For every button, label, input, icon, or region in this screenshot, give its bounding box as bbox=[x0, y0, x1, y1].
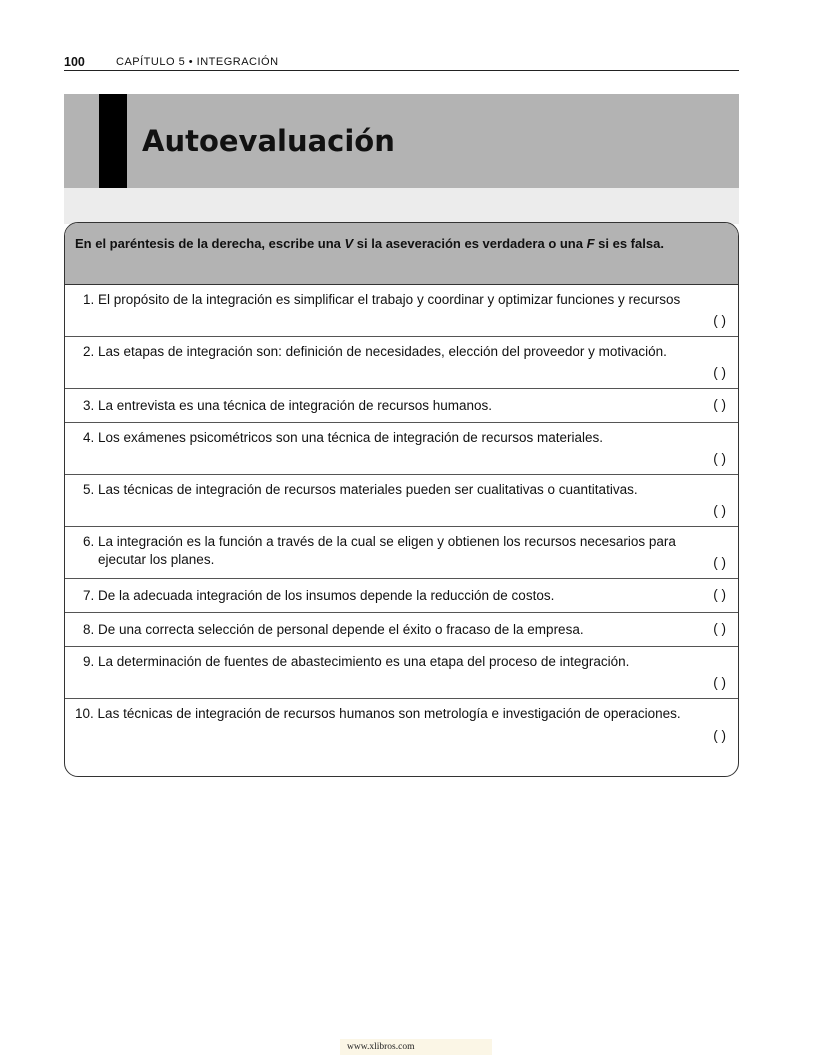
letter-v: V bbox=[344, 236, 354, 251]
quiz-box bbox=[64, 222, 739, 777]
title-accent-bar bbox=[99, 94, 127, 188]
question-text: La determinación de fuentes de abastecimiento es una etapa del proceso de integración. bbox=[98, 654, 630, 669]
running-header bbox=[64, 54, 739, 71]
question-text: De una correcta selección de personal depende el éxito o fracaso de la empresa. bbox=[98, 622, 584, 637]
question-number: 6. bbox=[83, 534, 95, 549]
answer-blank[interactable]: ( ) bbox=[713, 587, 726, 602]
section-title: Autoevaluación bbox=[142, 124, 395, 158]
answer-blank[interactable]: ( ) bbox=[713, 555, 726, 570]
question-row bbox=[65, 475, 738, 527]
answer-blank[interactable]: ( ) bbox=[713, 503, 726, 518]
question-text: La entrevista es una técnica de integración de recursos humanos. bbox=[98, 398, 493, 413]
answer-blank[interactable]: ( ) bbox=[713, 621, 726, 636]
question-row bbox=[65, 389, 738, 423]
answer-blank[interactable]: ( ) bbox=[713, 728, 726, 743]
question-text: Las técnicas de integración de recursos materiales pueden ser cualitativas o cuantitativas. bbox=[98, 482, 638, 497]
question-number: 3. bbox=[83, 398, 95, 413]
question-number: 10. bbox=[75, 706, 94, 721]
question-number: 5. bbox=[83, 482, 95, 497]
answer-blank[interactable]: ( ) bbox=[713, 675, 726, 690]
instructions: En el paréntesis de la derecha, escribe una V si la aseveración es verdadera o una F si es falsa. bbox=[65, 223, 738, 285]
question-number: 9. bbox=[83, 654, 95, 669]
chapter-title: CAPÍTULO 5 • INTEGRACIÓN bbox=[116, 56, 279, 68]
question-row bbox=[65, 527, 738, 579]
answer-blank[interactable]: ( ) bbox=[713, 397, 726, 412]
question-number: 8. bbox=[83, 622, 95, 637]
question-text: Los exámenes psicométricos son una técnica de integración de recursos materiales. bbox=[98, 430, 604, 445]
answer-blank[interactable]: ( ) bbox=[713, 313, 726, 328]
question-row bbox=[65, 699, 738, 771]
question-text: El propósito de la integración es simplificar el trabajo y coordinar y optimizar funciones y recursos bbox=[98, 292, 681, 307]
answer-blank[interactable]: ( ) bbox=[713, 365, 726, 380]
section-title-band bbox=[64, 94, 739, 188]
question-row bbox=[65, 579, 738, 613]
answer-blank[interactable]: ( ) bbox=[713, 451, 726, 466]
question-number: 4. bbox=[83, 430, 95, 445]
letter-f: F bbox=[586, 236, 595, 251]
question-row bbox=[65, 647, 738, 699]
page-number: 100 bbox=[64, 55, 85, 69]
question-text: La integración es la función a través de la cual se eligen y obtienen los recursos necesarios para ejecutar los planes. bbox=[98, 534, 676, 567]
question-text: De la adecuada integración de los insumos depende la reducción de costos. bbox=[98, 588, 555, 603]
question-row bbox=[65, 337, 738, 389]
question-text: Las etapas de integración son: definición de necesidades, elección del proveedor y motivación. bbox=[98, 344, 667, 359]
question-row bbox=[65, 423, 738, 475]
question-text: Las técnicas de integración de recursos humanos son metrología e investigación de operaciones. bbox=[97, 706, 681, 721]
question-row bbox=[65, 613, 738, 647]
question-number: 7. bbox=[83, 588, 95, 603]
question-row bbox=[65, 285, 738, 337]
question-number: 2. bbox=[83, 344, 95, 359]
footer-watermark: www.xlibros.com bbox=[340, 1039, 492, 1055]
title-underband bbox=[64, 188, 739, 224]
question-number: 1. bbox=[83, 292, 95, 307]
